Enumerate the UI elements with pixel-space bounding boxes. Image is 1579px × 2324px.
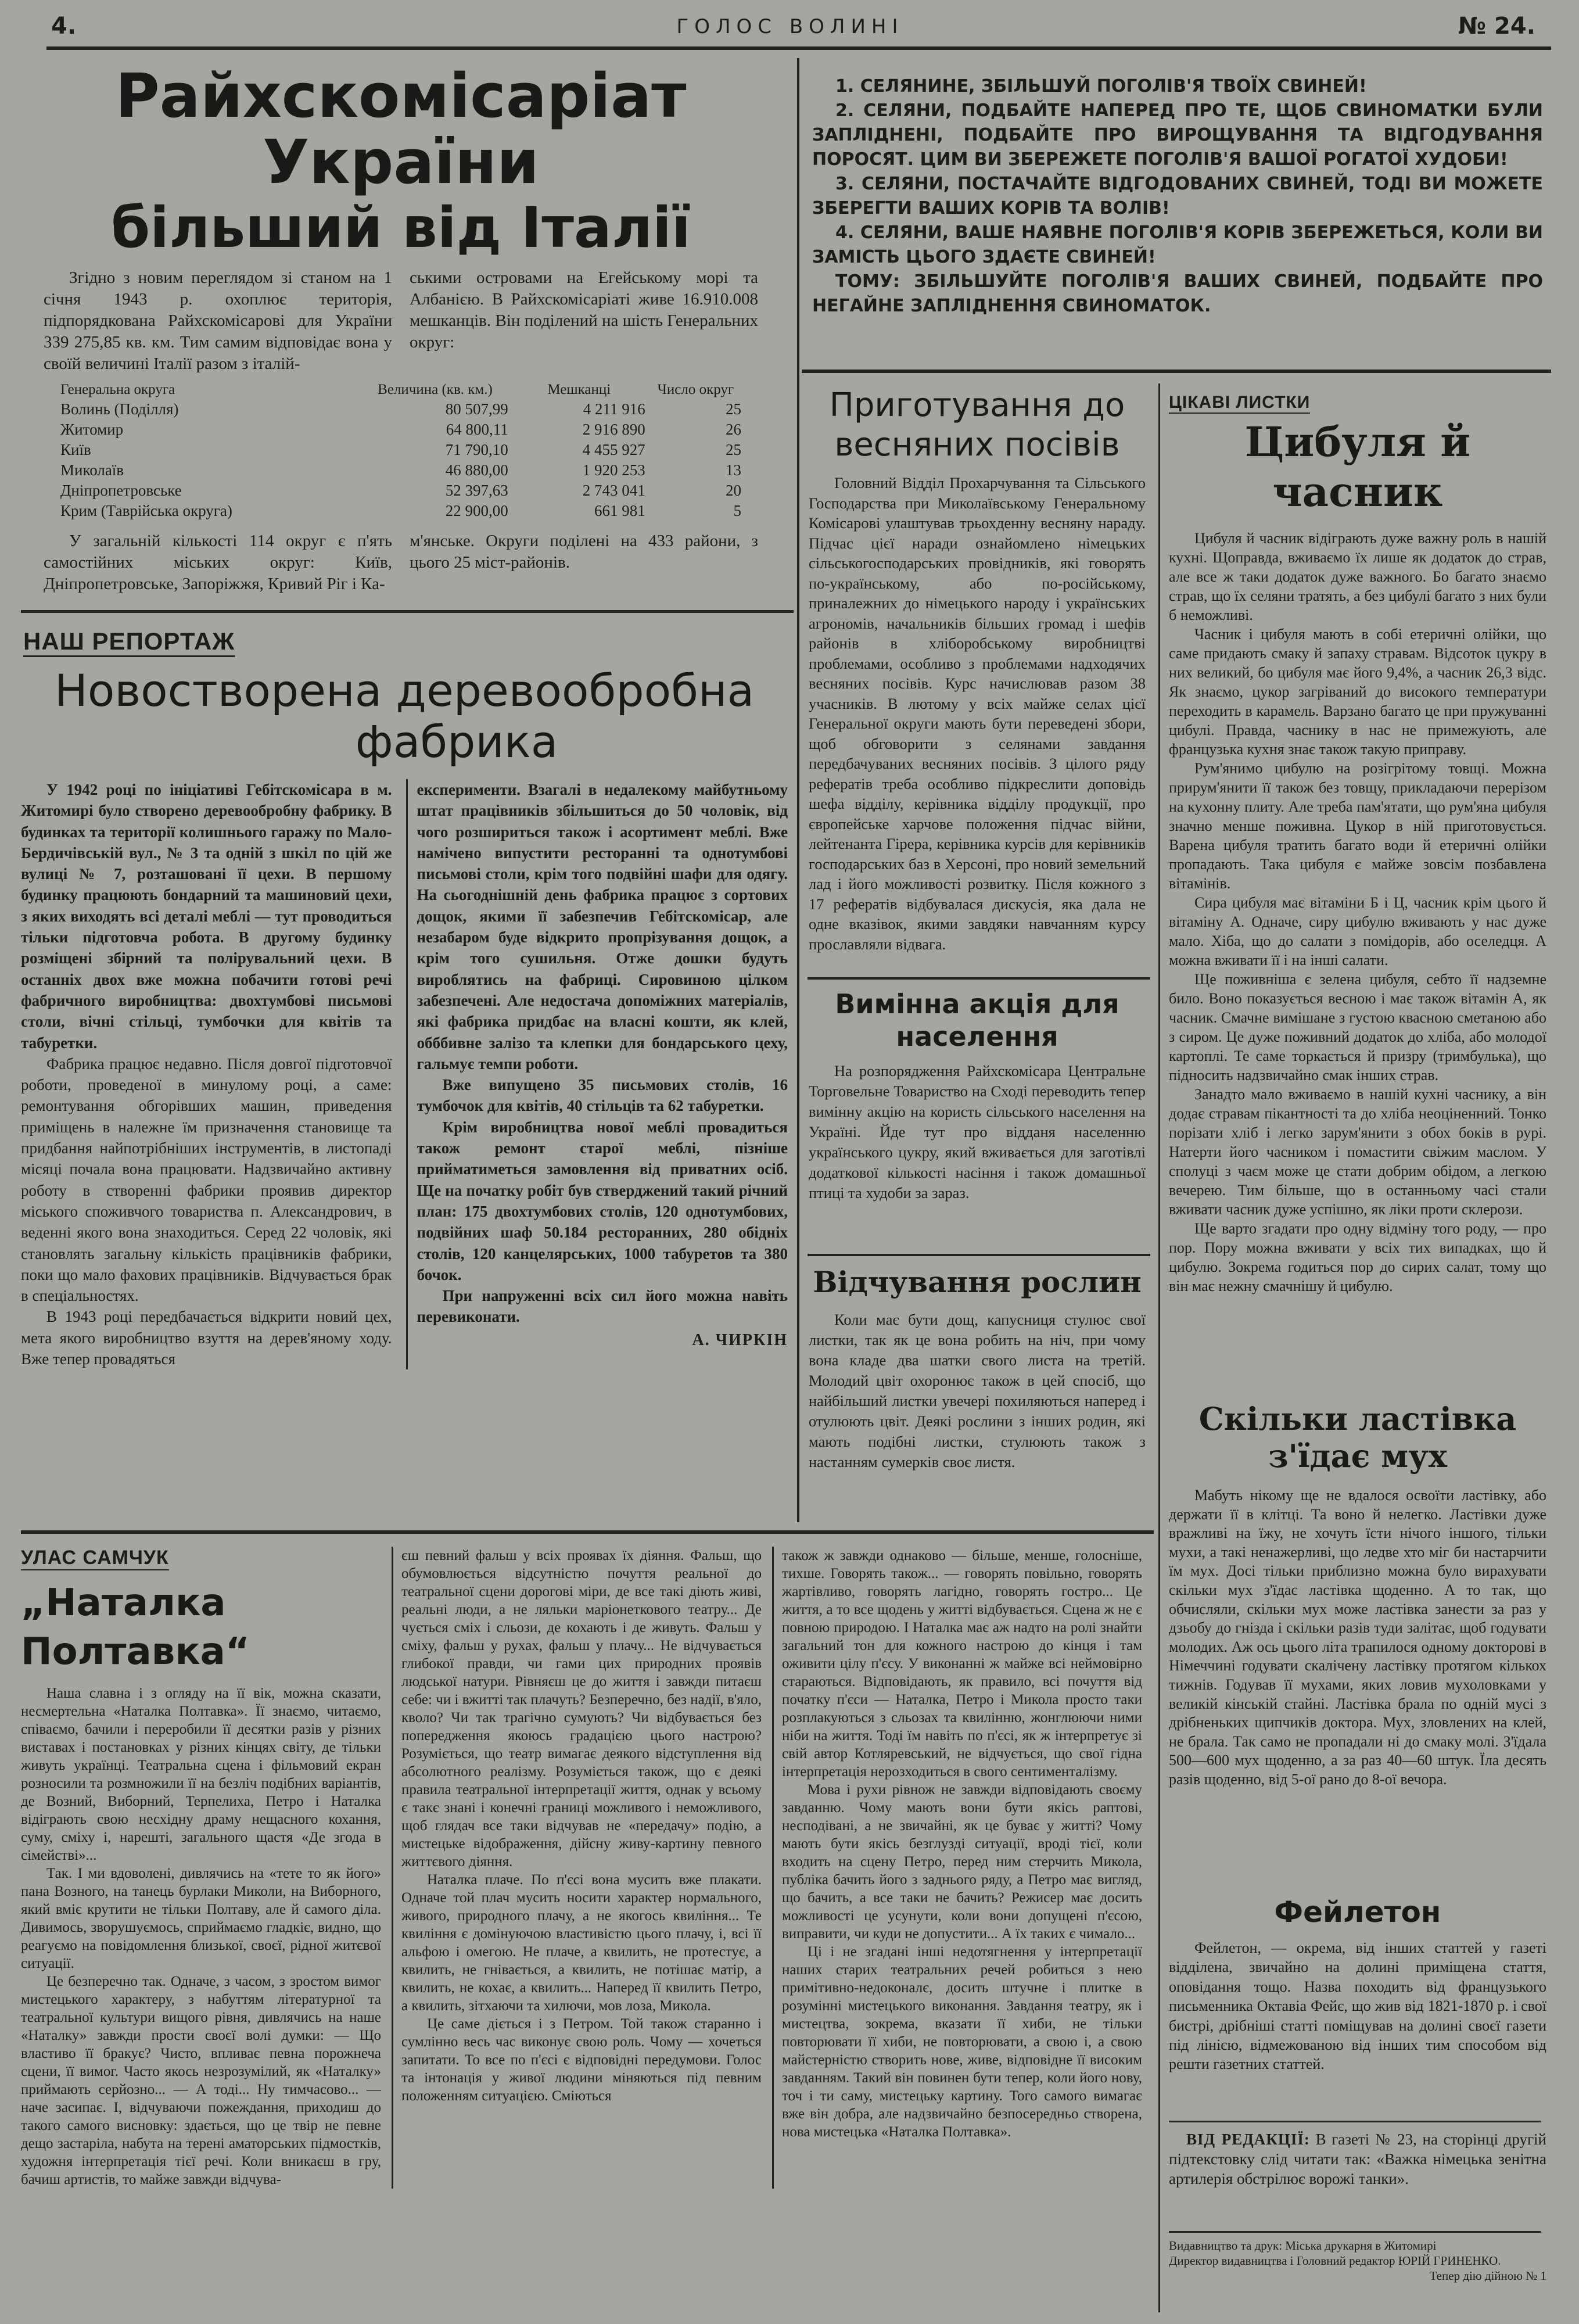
section-rule <box>21 610 794 613</box>
table-row <box>58 480 744 501</box>
onion-garlic-p6: Занадто мало вживаємо в нашій кухні часнику, а він додає стравам пікантності та до хліба неоціненний. Тонко порізати хліб і легко зарум'янити з обох боків в рурі. Натерти його часником і помастити свіжим маслом. У сполуці з чаєм може це стати добрим обідом, а легкою вечерею. Тим більше, що в останньому часі стали вживати часник дуже успішно, як ліки проти склерози. <box>1169 1086 1546 1218</box>
table-cell: 25 <box>726 400 741 418</box>
natalka-col2-p1: єш певний фальш у всіх проявах їх діяння. Фальш, що обумовлюється відсутністю почуття реальної до театральної сцени дорогові міри, де все такі діють живі, реальні люди, а не ляльки маріонеткового театру... Де чується сміх і сльози, де кохають і де живуть. Фальш у сміху, фальш у рухах, фальш у плачу... Не відчувається глибокої правди, чи гами цих природних проявів людської натури. Рівняєш це до життя і завжди питаєш себе: чи і вжитті так плачуть? Безперечно, без надії, в'яло, кволо? Чи так трагічно сумують? Чи відбувається без попередження якоюсь градацією цього настрою? Розуміється, що театр вимагає деякого відступлення від абсолютного реалізму. Розуміється також, що є деякі правила театральної інтерпретації життя, однак у всьому є такє знані і конечні границі можливого і неможливого, щоб глядач все таки відчував не «передачу» подію, а мистецьке відображення, дійсну живу-картину певного життєвого діяння. <box>401 1548 762 1870</box>
reportage-col2-p2: Вже випущено 35 письмових столів, 16 тумбочок для квітів, 40 стільців та 62 табуретки. <box>417 1076 788 1115</box>
issue-number: № 24. <box>1458 13 1535 40</box>
reichskommissariat-intro-left: Згідно з новим переглядом зі станом на 1 січня 1943 р. охоплює територія, підпорядкована Райхскомісарові для України 339 275,85 кв. км. Тим самим відповідає вона у своїй величині Італії разом з італій- <box>44 268 392 373</box>
headline-natalka: „Наталка Полтавка“ <box>21 1581 250 1673</box>
table-cell: 46 880,00 <box>445 461 508 479</box>
imprint <box>1169 2238 1546 2283</box>
pig-appeal-item: 2. СЕЛЯНИ, ПОДБАЙТЕ НАПЕРЕД ПРО ТЕ, ЩОБ СВИНОМАТКИ БУЛИ ЗАПЛІДНЕНІ, ПОДБАЙТЕ ПРО ВИРОЩУВАННЯ ТА ВІДГОДУВАННЯ ПОРОСЯТ. ЦИМ ВИ ЗБЕРЕЖЕТЕ ПОГОЛІВ'Я ВАШОЇ РОГАТОЇ ХУДОБИ! <box>812 101 1543 170</box>
pig-appeal-item: 1. СЕЛЯНИНЕ, ЗБІЛЬШУЙ ПОГОЛІВ'Я ТВОЇХ СВИНЕЙ! <box>835 76 1367 96</box>
rubric-our-reportage: НАШ РЕПОРТАЖ <box>23 627 235 657</box>
table-cell: 22 900,00 <box>445 502 508 519</box>
pig-appeal-conclusion: ТОМУ: ЗБІЛЬШУЙТЕ ПОГОЛІВ'Я ВАШИХ СВИНЕЙ, ПОДБАЙТЕ ПРО НЕГАЙНЕ ЗАПЛІДНЕННЯ СВИНОМАТОК. <box>812 271 1543 316</box>
masthead-rule <box>46 46 1551 50</box>
reportage-col2-p4: При напруженні всіх сил його можна навіть перевиконати. <box>417 1287 788 1326</box>
table-cell: 5 <box>733 502 741 519</box>
exchange-action-body: На розпорядження Райхскомісара Центральне Торговельне Товариство на Сході переводить тепер вимінну акцію на користь сільського населення на Україні. Йде тут про відданя населенню українського цукру, який вживається для заготівлі додаткової кількості насіння і також домашньої птиці та худоби за зараз. <box>809 1062 1146 1202</box>
feuilleton-article <box>1169 1894 1546 2074</box>
reichskommissariat-outro-left: У загальній кількості 114 округ є п'ять самостійних міських округ: Київ, Дніпропетровське, Запоріжжя, Кривий Ріг і Ка- <box>44 532 392 593</box>
headline-exchange-action-2: населення <box>896 1021 1058 1052</box>
reichskommissariat-article <box>23 60 778 595</box>
onion-garlic-p7: Ще варто згадати про одну відміну того роду, — про пор. Пору можна вживати у всіх тих випадках, що й цибулю. Зокрема годиться пор до сирих салат, тому що він має нежну смачнішу й цибулю. <box>1169 1220 1546 1294</box>
spring-sowing-body: Головний Відділ Прохарчування та Сільського Господарства при Миколаївському Генеральному Комісарові улаштував трьохденну весняну нараду. Підчас цієї наради ознайомлено німецьких сільськогосподарських провідників, які говорять по-українському, або по-російському, приналежних до німецького народу і українських агрономів, начальників більших громад і шефів районів в хліборобському виробництві проблемами, особливо з проблемами надходячих весняних посівів. Курс начислював разом 38 учасників. В лютому у всіх майже селах цієї Генеральної округи мають бути переведені збори, щоб обговорити з селянами завдання передбачуваних весняних посівів. З цілого ряду рефератів треба особливо підкреслити доповідь шефа відділу, керівника відділу продукції, про європейське харчове положення підчас війни, лейтенанта Гірера, керівника курсів для керівників господарських баз в Херсоні, про новий земельний лад і його можливості розвитку. Після кожного з 17 рефератів відбувалася дискусія, яка дала не одне вказівок, якими завдяки навчанням курсу прославляли відвага. <box>809 474 1146 953</box>
section-rule <box>808 1254 1150 1256</box>
editorial-note <box>1169 2129 1546 2189</box>
section-rule <box>1169 2231 1541 2233</box>
plant-sensing-article <box>809 1264 1146 1472</box>
table-row <box>58 399 744 419</box>
headline-spring-sowing-2: весняних посівів <box>834 426 1120 464</box>
table-cell: Миколаїв <box>60 461 124 479</box>
natalka-col3-p3: Ці і не згадані інші недотягнення у інтерпретації наших старих театральних речей робиться з нею примітивно-недоконалє, досить штучне і плитке в розумінні мистецького виконання. Завдання театру, як і мистецтва, зокрема, вказати її хиби, не тільки повторювати її хиби, не повторювати, а свою і, а свою майстерністю створить нове, живе, відповідне її високим завданням. Такий він повинен бути тепер, коли його нову, точ і ти саму, мистецьку картину. Того самого вимагає вже він добра, але надзвичайно безпосередньо створена, нова мистецька «Наталка Полтавка». <box>782 1944 1142 2140</box>
table-cell: 1 920 253 <box>582 461 645 479</box>
table-cell: 4 455 927 <box>582 441 645 458</box>
imprint-line: Видавництво та друк: Міська друкарня в Житомирі <box>1169 2239 1437 2253</box>
table-header: Число округ <box>657 382 734 397</box>
swallow-article <box>1169 1400 1546 1789</box>
editorial-note-label: ВІД РЕДАКЦІЇ: <box>1186 2131 1310 2148</box>
pig-appeal-item: 3. СЕЛЯНИ, ПОСТАЧАЙТЕ ВІДГОДОВАНИХ СВИНЕЙ, ТОДІ ВИ МОЖЕТЕ ЗБЕРЕГТИ ВАШИХ КОРІВ ТА ВОЛІВ! <box>812 174 1543 218</box>
table-cell: Волинь (Поділля) <box>60 400 179 418</box>
headline-exchange-action-1: Вимінна акція для <box>835 988 1119 1020</box>
table-row <box>58 419 744 440</box>
reportage-col1-p3: В 1943 році передбачається відкрити новий цех, мета якого виробництво взуття на дерев'яному ходу. Вже тепер провадяться <box>21 1308 392 1368</box>
feuilleton-body: Фейлетон, — окрема, від інших статтей у газеті відділена, звичайно на долині приміщена стаття, оповідання тощо. Назва походить від французького письменника Октавіа Фейє, що жив від 1821-1870 р. і свої бистрі, дрібніші статті поміщував на долині своєї газети під лінією, відмежованою від інших тим способом від решти газетних статтей. <box>1169 1939 1546 2073</box>
reichskommissariat-intro-right: ськими островами на Егейському морі та Албанією. В Райхскомісаріаті живе 16.910.008 мешканців. Він поділений на шість Генеральних округ: <box>410 268 758 352</box>
natalka-col3-p2: Мова і рухи рівнож не завжди відповідають своєму завданню. Чому мають вони бути якісь раптові, несподівані, а не звичайні, як це буває у житті? Чому мають бути якісь безглузді ситуації, вроді тієї, коли входить на сцену Петро, перед ним стерчить Микола, публіка бачить його з заднього ряду, а Петро має вигляд, що бачить, а все таки не бачить? Режисер має досить можливості це усунути, коли вони допущені п'єсою, виправити, чи куди не допустити... А їх таких є чимало... <box>782 1782 1142 1942</box>
table-cell: 4 211 916 <box>583 400 645 418</box>
reportage-author: А. ЧИРКІН <box>692 1330 788 1349</box>
rubric-interesting-leaves: ЦІКАВІ ЛИСТКИ <box>1169 393 1310 414</box>
swallow-body: Мабуть нікому ще не вдалося освоїти ластівку, або держати її в клітці. Та воно й нелегко. Ластівки дуже вражливі на їжу, не хочуть їсти нічого іншого, тільки мухи, а такі ненажерливі, що ледве хто міг би настарчити їм мух. Досі тільки приблизно можна було вирахувати скільки мух з'їдає ластівка щоденно. А то так, що обчисляли, скільки мух може ластівка занести за раз у дзьобу до гнізда і скільки разів туди залітає, щоб годувати молодих. Аж ось цього літа трапилося одному докторові в Німеччині годувати скалічену ластівку протягом кількох тижнів. Годував її мухами, яких ловив мухоловками у великій кінській стайні. Ластівка брала по одній мусі з дрібненьких щипчиків доктора. Мух, зловлених на клей, не брала. Так само не пропадали ні до смаку молі. З'їдала 500—600 мух щоденно, а за раз 40—60 штук. Їла десять разів щоденно, від 5-ої рано до 8-ої вечора. <box>1169 1487 1546 1788</box>
headline-reportage-2: фабрика <box>355 716 558 768</box>
table-row <box>58 460 744 480</box>
table-row <box>58 501 744 521</box>
table-cell: Крим (Таврійська округа) <box>60 502 232 519</box>
table-cell: 25 <box>726 441 741 458</box>
column-rule <box>1158 383 1160 1551</box>
newspaper-title: ГОЛОС ВОЛИНІ <box>676 15 904 38</box>
column-rule <box>1158 1534 1160 2312</box>
headline-feuilleton: Фейлетон <box>1274 1895 1441 1929</box>
table-cell: 52 397,63 <box>445 482 508 499</box>
onion-garlic-p1: Цибуля й часник відіграють дуже важну роль в нашій кухні. Щоправда, вживаємо їх лише як додаток до страв, але все ж таки додаток дуже важного. Бо багато знаємо страв, що їх селяни тратять, а без цибулі багато з них були б неможливі. <box>1169 530 1546 623</box>
reportage-col1-p1: У 1942 році по ініціативі Гебітскомісара в м. Житомирі було створено деревообробну фабрику. В будинках та території колишнього гаражу по Мало-Бердичівській вул., № 3 та одній з шкіл по цій же вулиці № 7, розташовані її цехи. В першому будинку працюють бондарний та машиновий цехи, з яких виходять всі деталі меблі — тут проводиться тільки підготовча робота. В другому будинку розміщені збірний та полірувальний цехи. В останніх двох вже можна побачити готові речі фабричного виробництва: двохтумбові письмові столи, вічні стільці, тумбочки для квітів та табуретки. <box>21 781 392 1052</box>
spring-sowing-article <box>809 386 1146 954</box>
natalka-col1-p3: Це безперечно так. Одначе, з часом, з зростом вимог мистецького характеру, з набуттям літературної та театральної культури вищого рівня, дивлячись на наше «Наталку» завжди прости своєї волі думки: — Що властиво її бракує? Чисто, впливає певна порожнеча сцени, її вимог. Часто якось незрозумілий, як «Наталку» приймають серйозно... — А тоді... Ну тимчасово... — наче засипає. І, відчуваючи пожеждання, приходиш до такого самого висновку: здається, що це твір не певне дещо застаріла, набута на терені аматорських підмостків, художня інтерпретація тієї речі. Коли вникаєш в гру, бачиш артистів, то майже завжди відчува- <box>21 1974 381 2187</box>
pig-appeal-item: 4. СЕЛЯНИ, ВАШЕ НАЯВНЕ ПОГОЛІВ'Я КОРІВ ЗБЕРЕЖЕТЬСЯ, КОЛИ ВИ ЗАМІСТЬ ЦЬОГО ЗДАЄТЕ СВИНЕЙ! <box>812 223 1543 267</box>
imprint-line: Тепер дію дійною № 1 <box>1429 2269 1546 2283</box>
table-cell: 26 <box>726 421 741 438</box>
table-cell: 13 <box>726 461 741 479</box>
section-rule <box>802 370 1551 373</box>
general-districts-table <box>58 381 744 521</box>
reportage-col2-p3: Крім виробництва нової меблі провадиться також ремонт старої меблі, пізніше прийматиметься замовлення від приватних осіб. Ще на початку робіт був стверджений такий річний план: 175 двохтумбових столів, 120 однотумбових, подвійних шаф 50.184 ресторанних, 280 обідніх столів, 120 канцелярських, 1000 табуретов та 380 бочок. <box>417 1118 788 1283</box>
reportage-col2-p1: експерименти. Взагалі в недалекому майбутньому штат працівників збільшиться до 50 чоловік, від чого розшириться також і асортимент меблі. Вже намічено випустити ресторанні та однотумбові письмові столи, крім того подвійні шафи для одягу. На сьогоднішній день фабрика працює з сортових дощок, якими її забезпечив Гебітскомісар, але незабаром буде відкрито пропрізування дощок, а крім того сушильня. Отже дошки будуть вироблятись на фабриці. Сировиною цілком забезпечені. Але недостача допоміжних матеріалів, які фабрика придбає на власні кошти, як клей, обббивне залізо та клепки для бондарського цеху, гальмує темпи роботи. <box>417 781 788 1073</box>
pig-appeal-box <box>812 74 1543 318</box>
table-row <box>58 440 744 460</box>
natalka-col1-p2: Так. І ми вдоволені, дивлячись на «тете то як його» пана Возного, на танець бурлаки Миколи, на Виборного, який вміє крутити не тільки Полтаву, але й самого діла. Дивимось, зворушуємось, сприймаємо гладкіє, видно, що реагуємо на повідомлення близької, своєї, рідної житєвої ситуації. <box>21 1866 381 1971</box>
column-rule <box>797 58 799 1522</box>
table-cell: 64 800,11 <box>446 421 508 438</box>
reportage-article <box>21 627 788 1369</box>
reportage-col1-p2: Фабрика працює недавно. Після довгої підготовчої роботи, проведеної в минулому році, а саме: ремонтування обгорівших машин, приведення приміщень в належне їм призначення становище та придбання найпотрібніших інструментів, в листопаді місяці почала вона працювати. Надзвичайно активну роботу в створенні фабрики проявив директор міського споживчого товариства п. Александрович, в веденні якого вона знаходиться. Серед 22 чоловік, які становлять загальну кількість працівників фабрики, поки що мало фахових працівників. Відчувається брак в спеціальностях. <box>21 1055 392 1305</box>
natalka-author: УЛАС САМЧУК <box>21 1547 169 1570</box>
onion-garlic-p4: Сира цибуля має вітаміни Б і Ц, часник крім цього й вітаміну А. Одначе, сиру цибулю вживають у нас дуже мало. Хіба, що до салати з помідорів, або оселедця. А можна вживати її і на інші салати. <box>1169 894 1546 969</box>
table-cell: 80 507,99 <box>445 400 508 418</box>
onion-garlic-p5: Ще поживніша є зелена цибуля, себто її надземне било. Воно показується весною і має також вітамін А, як часник. Смачне вимішане з густою квасною сметаною або з сиром. Це дуже поживний додаток до хліба, або молодої картоплі. Те саме торкається й призру (тримбулька), що підносить надзвичайно смак інших страв. <box>1169 971 1546 1084</box>
section-rule <box>21 1530 1154 1534</box>
headline-plant-sensing: Відчування рослин <box>813 1265 1142 1299</box>
table-header: Величина (кв. км.) <box>378 382 493 397</box>
table-header-row <box>58 381 744 399</box>
table-cell: Житомир <box>60 421 124 438</box>
imprint-line: Директор видавництва і Головний редактор ЮРІЙ ГРИНЕНКО. <box>1169 2254 1501 2268</box>
headline-swallow-1: Скільки ластівка <box>1198 1400 1517 1437</box>
natalka-article <box>21 1547 1154 2189</box>
section-rule <box>1169 2121 1541 2122</box>
page-number: 4. <box>51 13 77 40</box>
natalka-col1-p1: Наша славна і з огляду на її вік, можна сказати, несмертельна «Наталка Полтавка». Її знаємо, читаємо, співаємо, бачили і переробили її десятки разів у різних виставах і постановках у різних кінцях світу, де тільки живуть українці. Театральна сцена і фільмовий екран розносили та розмножили її на безліч подібних варіантів, де Возний, Виборний, Терпелиха, Петро і Наталка відіграють свою несхідну драму нещасного кохання, суму, сміху і, нарешті, загального щастя «Де згода в сімействі»... <box>21 1685 381 1863</box>
table-cell: 2 916 890 <box>582 421 645 438</box>
table-cell: 661 981 <box>594 502 645 519</box>
headline-spring-sowing-1: Приготування до <box>829 386 1125 424</box>
natalka-col3-p1: також ж завжди однаково — більше, менше, голосніше, тихше. Говорять також... — говорять повільно, говорять жартівливо, говорять лагідно, говорять гостро... Це життя, а то все щодень у житті відбувається. Сцена ж не є повною природою. І Наталка має аж надто на ролі знайти загальний тон для кожного настрою до кінця і там оживити цілу п'єсу. У виконанні ж майже всі неймовірно стараються. Відповідають, як правило, всі почуття від початку п'єси — Наталка, Петро і Микола просто таки розплакуються з сльозах та квилінню, жонглюючи ними ніби на життя. Тоді їм навіть по п'єсі, як ж інтерпретує зі свій автор Котляревський, не відчується, що свої гідна інтерпретація нерозходиться в свого сентименталізму. <box>782 1548 1142 1780</box>
headline-swallow-2: з'їдає мух <box>1268 1437 1447 1475</box>
table-cell: Дніпропетровське <box>60 482 182 499</box>
headline-onion-garlic: Цибуля й часник <box>1244 418 1471 516</box>
table-cell: 20 <box>726 482 741 499</box>
onion-garlic-article <box>1169 393 1546 1296</box>
table-header: Генеральна округа <box>60 382 175 397</box>
exchange-action-article <box>809 988 1146 1203</box>
reichskommissariat-outro-right: м'янське. Округи поділені на 433 райони, з цього 25 міст-районів. <box>410 532 758 572</box>
table-cell: Київ <box>60 441 91 458</box>
plant-sensing-body: Коли має бути дощ, капусниця стулює свої листки, так як це вона робить на ніч, при чому вона кладе два шатки свого листа на третій. Молодий цвіт охоронює також в цей спосіб, що найбільший листки увечері похиляються наперед і отулюють цвіт. Деякі рослини з інших родин, які мають подібні листки, стулюють також з настанням сумерків своє листя. <box>809 1311 1146 1471</box>
section-rule <box>808 977 1150 980</box>
table-cell: 71 790,10 <box>445 441 508 458</box>
headline-reportage-1: Новостворена деревообробна <box>54 665 755 716</box>
natalka-col2-p3: Це саме діється і з Петром. Той також старанно і сумлінно весь час виконує свою роль. Чому — хочеться запитати. То все по п'єсі є відповідні передумови. Голос та інтонація у живої людини міняються під певним положенням ситуацією. Сміються <box>401 2016 762 2104</box>
onion-garlic-p2: Часник і цибуля мають в собі етеричні олійки, що саме придають смаку й запаху стравам. Відсоток цукру в них великий, бо цибуля має його 9,4%, а часник 26,3 відс. Як знаємо, цукор загріваний до високого температури переходить в карамель. Варзано багато це при пружуванні цибулі. Правда, часнику в нас не примежують, але французька кухня знає також такую приправу. <box>1169 626 1546 758</box>
table-cell: 2 743 041 <box>582 482 645 499</box>
table-header: Мешканці <box>547 382 611 397</box>
natalka-col2-p2: Наталка плаче. По п'єсі вона мусить вже плакати. Одначе той плач мусить носити характер нормального, живого, природного плачу, а не якогось квиління... Те квиління є домінуючою властивістю цього плачу, і, всі її альфою і омегою. Не плаче, а квилить, не протестує, а квилить, не гнівається, а квилить, не потішає матір, а квилить, не кохає, а квилить... Наперед її квилить Петро, а квилить, зітхаючи та хилючи, мов лоза, Микола. <box>401 1872 762 2014</box>
headline-reichskommissariat-2: більший від Італії <box>111 195 691 260</box>
onion-garlic-p3: Рум'янимо цибулю на розігрітому товщі. Можна прирум'янити її також без товщу, прикладаючи перерізом на кухонну плиту. Але треба пам'ятати, що рум'яна цибуля значно менше поживна. Цукор в ній приготовується. Варена цибуля тратить багато води й етеричні олійки пропадають. Така цибуля є майже зовсім позбавлена вітамінів. <box>1169 760 1546 892</box>
headline-reichskommissariat-1: Райхскомісаріат України <box>115 60 687 198</box>
editorial-note-text: В газеті № 23, на сторінці другій підтекстовку слід читати так: «Важка німецька зенітна артилерія обстрілює ворожі танки». <box>1169 2131 1547 2187</box>
